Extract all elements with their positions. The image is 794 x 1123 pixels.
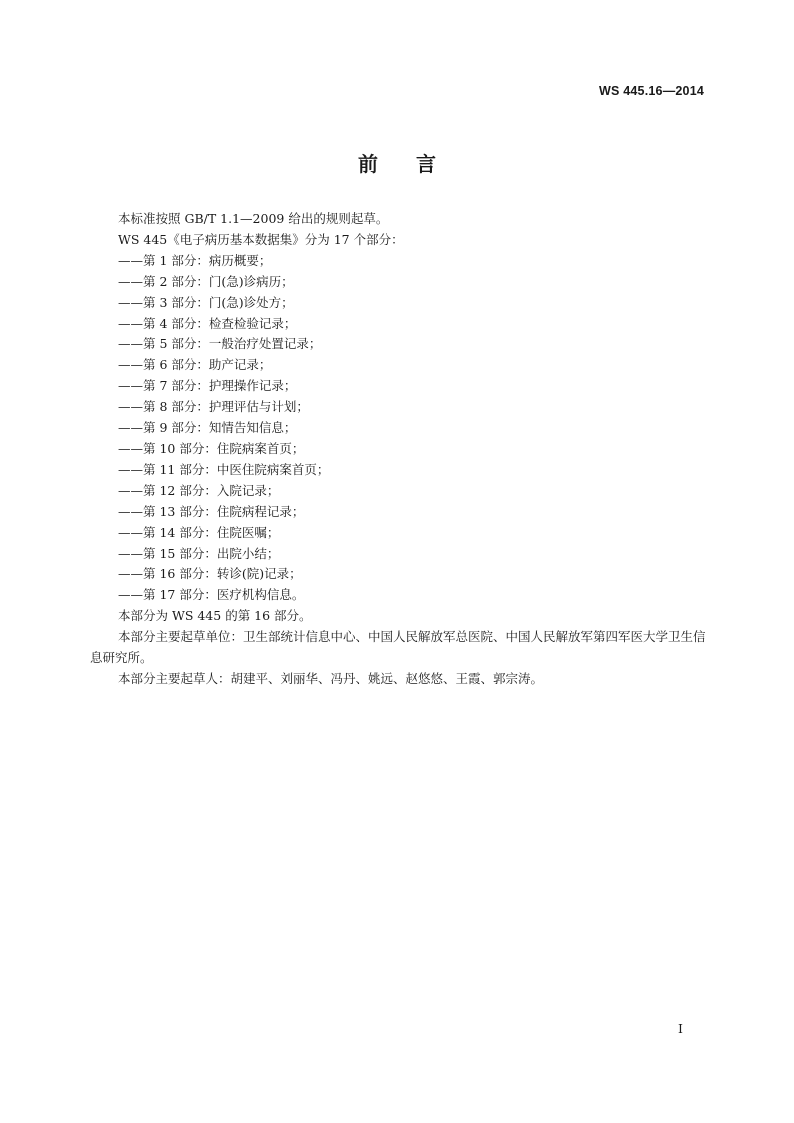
page-number: I <box>678 1021 683 1036</box>
part-item: ——第 3 部分：门(急)诊处方； <box>118 294 294 310</box>
part-item: ——第 6 部分：助产记录； <box>118 357 272 373</box>
part-item: ——第 2 部分：门(急)诊病历； <box>118 273 294 289</box>
part-item: ——第 8 部分：护理评估与计划； <box>118 399 309 415</box>
part-item: ——第 7 部分：护理操作记录； <box>118 378 297 394</box>
part-item: ——第 15 部分：出院小结； <box>118 545 280 561</box>
part-item: ——第 14 部分：住院医嘱； <box>118 524 280 540</box>
part-item: ——第 12 部分：入院记录； <box>118 482 280 498</box>
part-item: ——第 10 部分：住院病案首页； <box>118 440 305 456</box>
part-item: ——第 16 部分：转诊(院)记录； <box>118 566 302 582</box>
page-title: 前言 <box>358 152 474 176</box>
intro-paragraph: 本标准按照 GB/T 1.1—2009 给出的规则起草。 <box>118 211 389 226</box>
foreword-body <box>90 209 706 690</box>
part-item: ——第 11 部分：中医住院病案首页； <box>118 461 330 477</box>
series-paragraph: WS 445《电子病历基本数据集》分为 17 个部分： <box>118 231 404 247</box>
part-statement-paragraph: 本部分为 WS 445 的第 16 部分。 <box>118 608 312 624</box>
standard-code: WS 445.16—2014 <box>599 84 704 98</box>
part-item: ——第 1 部分：病历概要； <box>118 252 272 268</box>
drafting-units-paragraph: 本部分主要起草单位：卫生部统计信息中心、中国人民解放军总医院、中国人民解放军第四军医大学卫生信息研究所。 <box>90 629 706 666</box>
part-item: ——第 17 部分：医疗机构信息。 <box>118 587 305 603</box>
parts-list <box>90 251 706 606</box>
part-item: ——第 5 部分：一般治疗处置记录； <box>118 336 322 352</box>
part-item: ——第 4 部分：检查检验记录； <box>118 315 297 331</box>
drafters-paragraph: 本部分主要起草人：胡建平、刘丽华、冯丹、姚远、赵悠悠、王霞、郭宗涛。 <box>118 670 544 686</box>
part-item: ——第 9 部分：知情告知信息； <box>118 420 297 436</box>
part-item: ——第 13 部分：住院病程记录； <box>118 503 305 519</box>
